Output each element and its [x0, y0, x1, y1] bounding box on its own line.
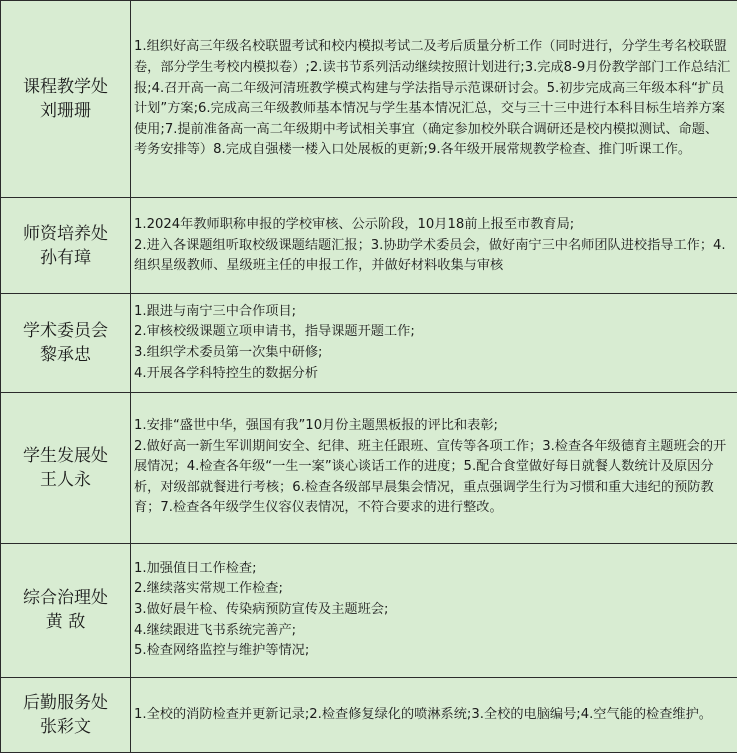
department-cell [1, 392, 131, 543]
task-item: 1.组织好高三年级名校联盟考试和校内模拟考试二及考后质量分析工作（同时进行，分学生考名校联盟卷，部分学生考校内模拟卷）;2.读书节系列活动继续按照计划进行;3.完成8-9月份教学部门工作总结汇报;4.召开高一高二年级河清班教学模式构建与学法指导示范课研讨会。5.初步完成高三年级本科“扩员计划”方案;6.完成高三年级教师基本情况与学生基本情况汇总，交与三十三中进行本科目标生培养方案使用;7.提前准备高一高二年级期中考试相关事宜（确定参加校外联合调研还是校内模拟测试、命题、考务安排等）8.完成自强楼一楼入口处展板的更新;9.各年级开展常规教学检查、推门听课工作。 [134, 39, 731, 158]
department-name: 后勤服务处 [23, 692, 108, 713]
tasks-cell [131, 392, 737, 543]
tasks-cell [131, 543, 737, 677]
table-row [1, 294, 737, 392]
task-item: 2.继续落实常规工作检查; [134, 581, 283, 597]
tasks-cell [131, 1, 737, 198]
task-item: 3.组织学术委员第一次集中研修; [134, 344, 323, 360]
department-name: 课程教学处 [23, 77, 108, 98]
task-item: 1.安排“盛世中华，强国有我”10月份主题黑板报的评比和表彰; [134, 418, 498, 434]
task-item: 4.继续跟进飞书系统完善产; [134, 622, 297, 638]
department-name: 学生发展处 [23, 445, 108, 466]
responsible-person: 黄 敌 [45, 612, 86, 633]
task-item: 4.开展各学科特控生的数据分析 [134, 365, 319, 381]
table-row [1, 1, 737, 198]
task-item: 2.进入各课题组听取校级课题结题汇报；3.协助学术委员会，做好南宁三中名师团队进校指导工作；4.组织星级教师、星级班主任的申报工作，并做好材料收集与审核 [134, 237, 726, 274]
table-row [1, 677, 737, 752]
tasks-cell [131, 198, 737, 294]
responsible-person: 王人永 [40, 469, 91, 490]
department-name: 综合治理处 [23, 588, 108, 609]
task-item: 1.跟进与南宁三中合作项目; [134, 303, 297, 319]
department-name: 师资培养处 [23, 223, 108, 244]
task-item: 1.2024年教师职称申报的学校审核、公示阶段，10月18前上报至市教育局; [134, 216, 575, 232]
responsible-person: 黎承忠 [40, 344, 91, 365]
task-item: 2.审核校级课题立项申请书，指导课题开题工作; [134, 324, 415, 340]
department-cell [1, 198, 131, 294]
department-cell [1, 294, 131, 392]
task-item: 5.检查网络监控与维护等情况; [134, 643, 310, 659]
department-name: 学术委员会 [23, 320, 108, 341]
tasks-cell [131, 294, 737, 392]
table-row [1, 198, 737, 294]
responsible-person: 孙有璋 [40, 247, 91, 268]
responsible-person: 刘珊珊 [40, 101, 91, 122]
tasks-cell [131, 677, 737, 752]
task-item: 3.做好晨午检、传染病预防宣传及主题班会; [134, 601, 389, 617]
responsible-person: 张彩文 [40, 716, 91, 737]
department-cell [1, 677, 131, 752]
department-cell [1, 1, 131, 198]
task-item: 1.全校的消防检查并更新记录;2.检查修复绿化的喷淋系统;3.全校的电脑编号;4.空气能的检查维护。 [134, 706, 712, 722]
task-item: 2.做好高一新生军训期间安全、纪律、班主任跟班、宣传等各项工作；3.检查各年级德育主题班会的开展情况；4.检查各年级“一生一案”谈心谈话工作的进度；5.配合食堂做好每日就餐人数统计及原因分析，对级部就餐进行考核；6.检查各级部早晨集会情况，重点强调学生行为习惯和重大违纪的预防教育；7.检查各年级学生仪容仪表情况，不符合要求的进行整改。 [134, 438, 727, 516]
department-cell [1, 543, 131, 677]
table-row [1, 392, 737, 543]
table-row [1, 543, 737, 677]
task-item: 1.加强值日工作检查; [134, 560, 257, 576]
